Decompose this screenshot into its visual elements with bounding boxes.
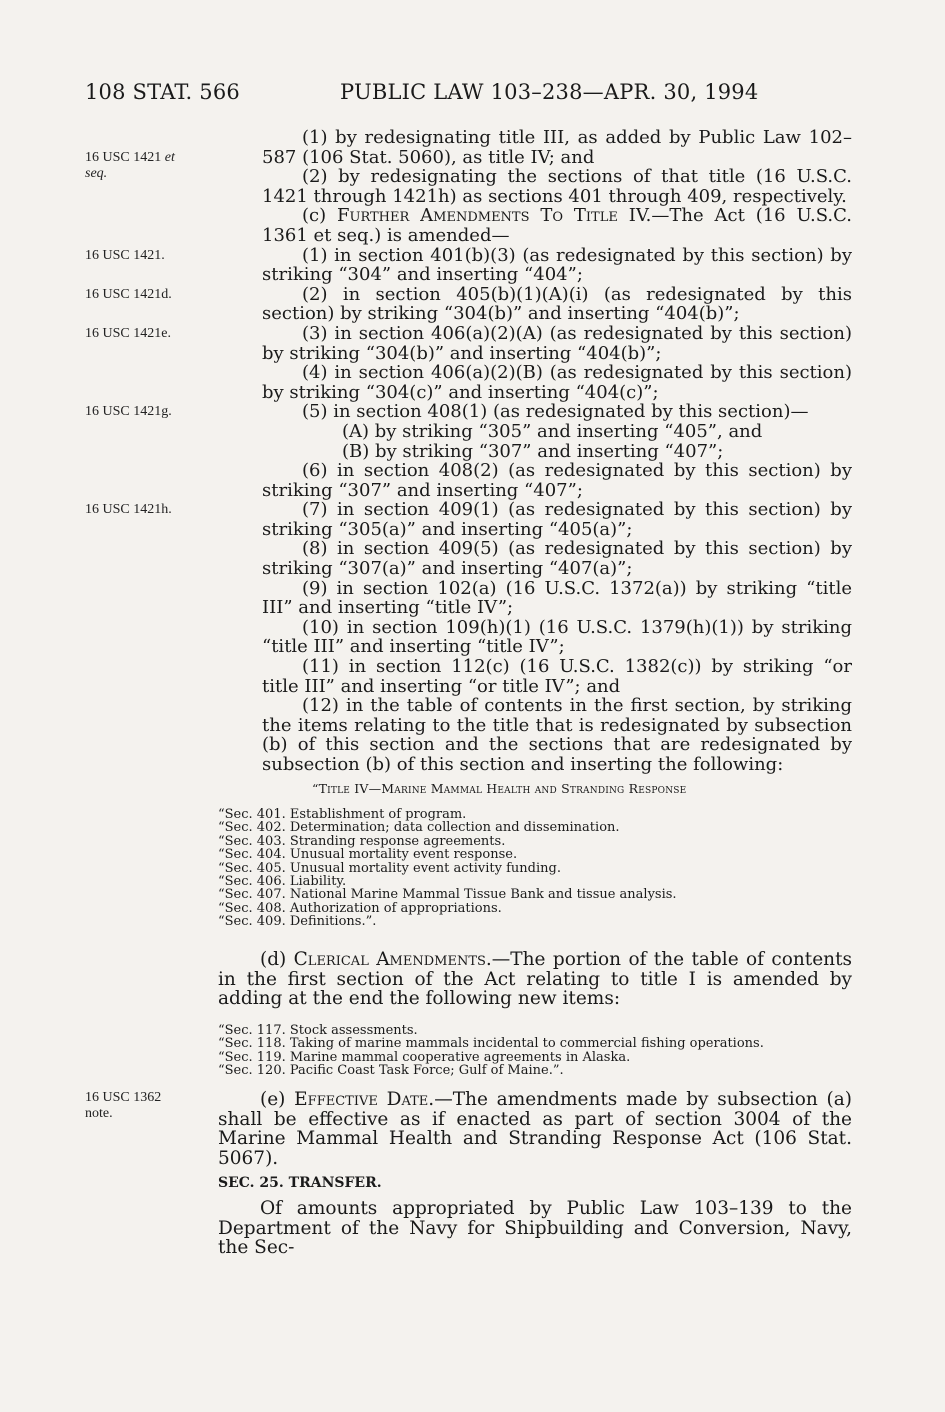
paragraph-c: (c) Further Amendments To Title IV.—The Act (16 U.S.C. 1361 et seq.) is amended— (262, 205, 852, 246)
amend-item-5a: (A) by striking “305” and inserting “405”, and (342, 420, 763, 442)
amend-item-4: (4) in section 406(a)(2)(B) (as redesignated by this section) by striking “304(c)” and inserting “404(c)”; (262, 362, 852, 403)
side-note-1362: 16 USC 1362 note. (85, 1090, 162, 1121)
side-note-1421-single: 16 USC 1421. (85, 248, 165, 263)
side-note-1421h: 16 USC 1421h. (85, 502, 172, 517)
toc2-item: “Sec. 117. Stock assessments. (218, 1023, 418, 1038)
section-heading-e: Effective Date. (294, 1089, 435, 1110)
amend-item-6: (6) in section 408(2) (as redesignated by this section) by striking “307” and inserting “407”; (262, 460, 852, 501)
toc-item: “Sec. 407. National Marine Mammal Tissue Bank and tissue analysis. (218, 887, 677, 903)
side-note-1421e: 16 USC 1421e. (85, 326, 171, 341)
toc-item: “Sec. 402. Determination; data collection and dissemination. (218, 820, 620, 836)
amend-item-11: (11) in section 112(c) (16 U.S.C. 1382(c)) by striking “or title III” and inserting “or title IV”; and (262, 656, 852, 697)
toc-item: “Sec. 405. Unusual mortality event activity funding. (218, 860, 561, 876)
paragraph-e: (e) Effective Date.—The amendments made by subsection (a) shall be effective as if enacted as part of section 3004 of the Marine Mammal Health and Stranding Response Act (106 Stat. 5067). (218, 1089, 853, 1169)
amend-item-8: (8) in section 409(5) (as redesignated by this section) by striking “307(a)” and inserting “407(a)”; (262, 538, 852, 580)
page-law-header: PUBLIC LAW 103–238—APR. 30, 1994 (340, 80, 759, 104)
toc-list (218, 808, 677, 929)
page-stat-reference: 108 STAT. 566 (85, 80, 240, 104)
section-heading-c: Further Amendments To Title IV. (337, 205, 652, 227)
effective-date-block (218, 1090, 852, 1168)
toc-item: “Sec. 404. Unusual mortality event response. (218, 847, 518, 863)
toc-item: “Sec. 408. Authorization of appropriations. (218, 900, 502, 916)
clerical-amendments-block (218, 950, 852, 1009)
amend-item-10: (10) in section 109(h)(1) (16 U.S.C. 1379(h)(1)) by striking “title III” and inserting “title IV”; (262, 616, 852, 658)
transfer-paragraph: Of amounts appropriated by Public Law 103–139 to the Department of the Navy for Shipbuilding and Conversion, Navy, the Sec- (218, 1198, 852, 1259)
toc2-item: “Sec. 118. Taking of marine mammals incidental to commercial fishing operations. (218, 1036, 764, 1052)
side-note-1421g: 16 USC 1421g. (85, 404, 172, 419)
side-note-1421d: 16 USC 1421d. (85, 287, 172, 302)
section-25-title: SEC. 25. TRANSFER. (218, 1175, 382, 1191)
amend-item-2: (2) in section 405(b)(1)(A)(i) (as redesignated by this section) by striking “304(b)” and inserting “404(b)”; (262, 283, 852, 325)
paragraph-1: (1) by redesignating title III, as added by Public Law 102–587 (106 Stat. 5060), as title IV; and (262, 127, 852, 168)
amend-item-1: (1) in section 401(b)(3) (as redesignated by this section) by striking “304” and inserting “404”; (262, 244, 852, 286)
toc-item: “Sec. 401. Establishment of program. (218, 807, 467, 822)
side-note-1421: 16 USC 1421 et seq. (85, 150, 175, 181)
toc2-item: “Sec. 120. Pacific Coast Task Force; Gulf of Maine.”. (218, 1063, 564, 1079)
toc-item: “Sec. 409. Definitions.”. (218, 914, 377, 930)
paragraph-2: (2) by redesignating the sections of that title (16 U.S.C. 1421 through 1421h) as sections 401 through 409, respectively. (262, 166, 852, 207)
amend-item-3: (3) in section 406(a)(2)(A) (as redesignated by this section) by striking “304(b)” and inserting “404(b)”; (262, 322, 852, 364)
toc-item: “Sec. 403. Stranding response agreements. (218, 833, 506, 849)
toc-title: “Title IV—Marine Mammal Health and Stranding Response (312, 781, 687, 796)
amend-item-7: (7) in section 409(1) (as redesignated by this section) by striking “305(a)” and inserting “405(a)”; (262, 499, 852, 540)
main-text-block (262, 128, 852, 775)
toc2-item: “Sec. 119. Marine mammal cooperative agreements in Alaska. (218, 1049, 631, 1065)
paragraph-d: (d) Clerical Amendments.—The portion of the table of contents in the first section of the Act relating to title I is amended by adding at the end the following new items: (218, 949, 852, 1010)
toc-item: “Sec. 406. Liability. (218, 874, 347, 890)
toc2-list (218, 1024, 764, 1078)
amend-item-5b: (B) by striking “307” and inserting “407”; (342, 440, 724, 462)
transfer-block (218, 1199, 852, 1258)
section-heading-d: Clerical Amendments. (293, 949, 492, 970)
amend-item-5: (5) in section 408(1) (as redesignated by this section)— (302, 401, 809, 423)
amend-item-12: (12) in the table of contents in the first section, by striking the items relating to the title that is redesignated by subsection (b) of this section and the sections that are redesignated by subsection (b) of this section and inserting the following: (262, 695, 852, 775)
amend-item-9: (9) in section 102(a) (16 U.S.C. 1372(a)) by striking “title III” and inserting “title IV”; (262, 577, 852, 619)
